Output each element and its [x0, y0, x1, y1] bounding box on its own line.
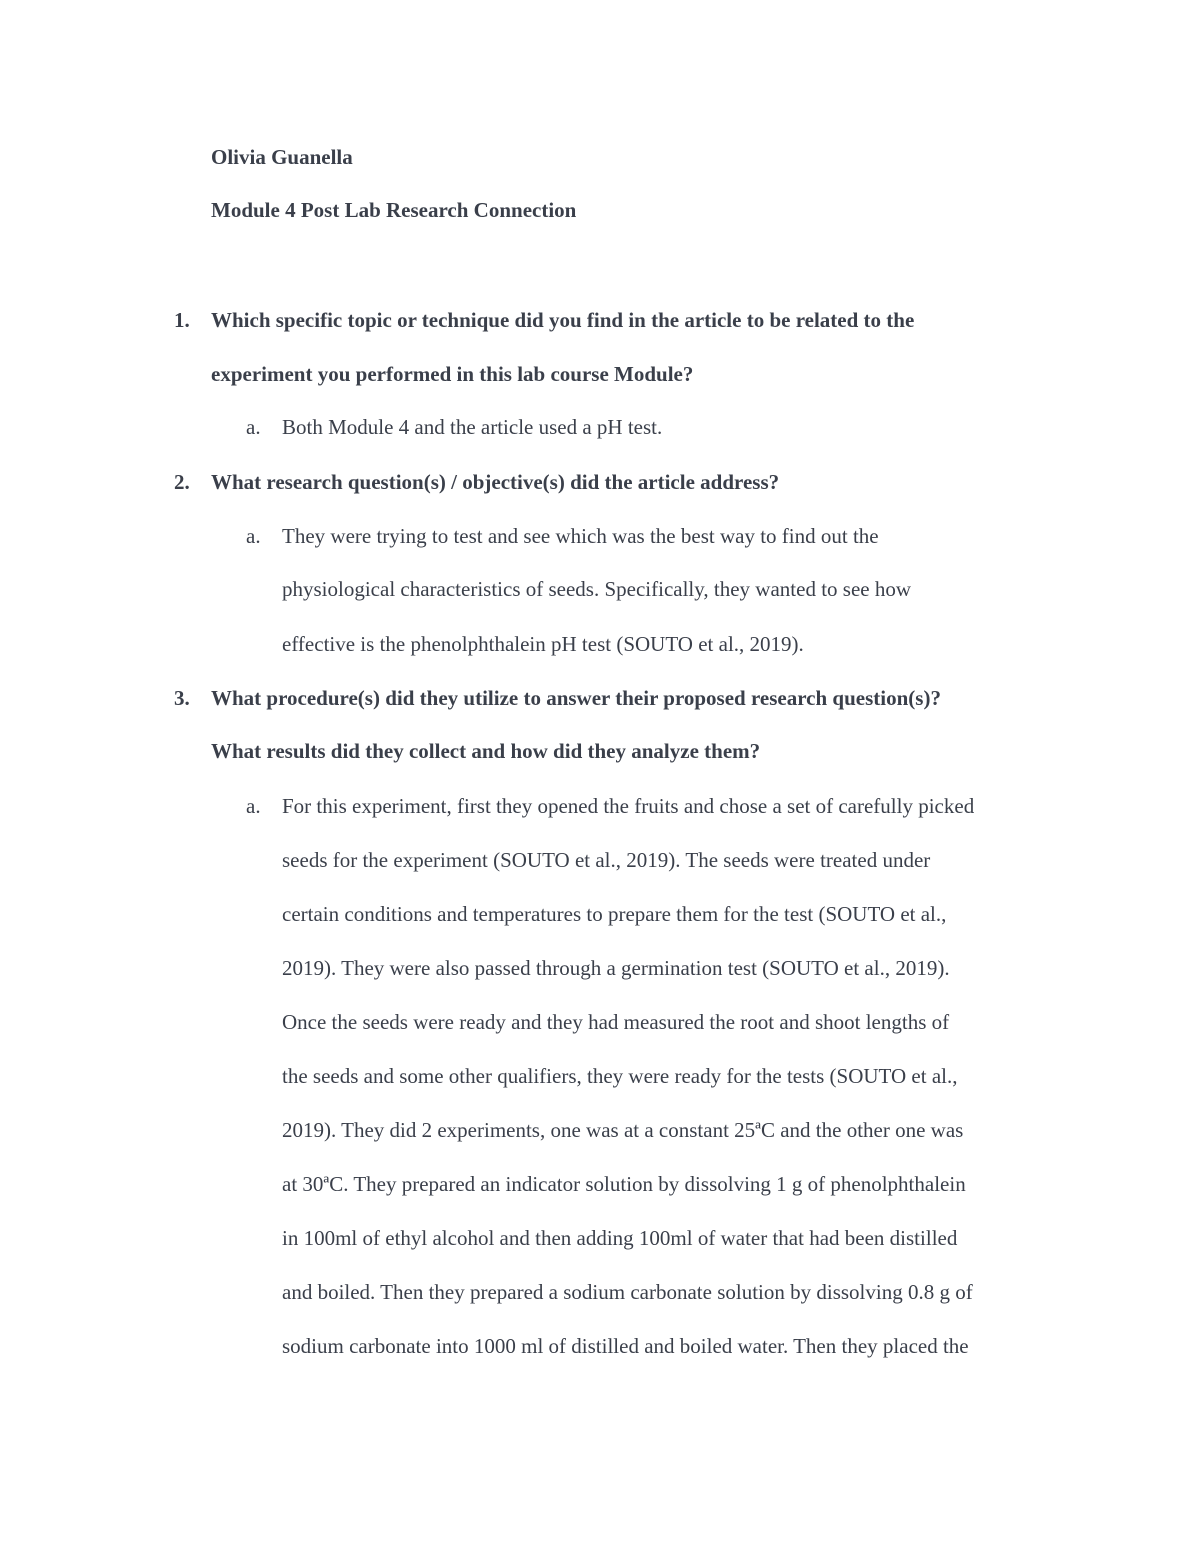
answer-text-line: 2019). They did 2 experiments, one was at a constant 25ªC and the other one was — [282, 1118, 964, 1142]
question-text-line: What procedure(s) did they utilize to answer their proposed research question(s)? — [211, 686, 941, 710]
author-name: Olivia Guanella — [211, 145, 353, 169]
answer-text-line: and boiled. Then they prepared a sodium carbonate solution by dissolving 0.8 g of — [282, 1280, 973, 1304]
question-text-line: experiment you performed in this lab course Module? — [211, 362, 694, 386]
answer-letter: a. — [246, 794, 261, 818]
document-title: Module 4 Post Lab Research Connection — [211, 198, 577, 222]
answer-text-line: effective is the phenolphthalein pH test (SOUTO et al., 2019). — [282, 632, 804, 656]
question-text-line: Which specific topic or technique did you find in the article to be related to the — [211, 308, 915, 332]
answer-text-line: For this experiment, first they opened the fruits and chose a set of carefully picked — [282, 794, 975, 818]
answer-text-line: Both Module 4 and the article used a pH test. — [282, 415, 663, 439]
answer-text-line: sodium carbonate into 1000 ml of distilled and boiled water. Then they placed the — [282, 1334, 969, 1358]
answer-text-line: physiological characteristics of seeds. Specifically, they wanted to see how — [282, 577, 912, 601]
answer-letter: a. — [246, 524, 261, 548]
question-number: 3. — [174, 686, 190, 710]
answer-text-line: Once the seeds were ready and they had measured the root and shoot lengths of — [282, 1010, 950, 1034]
question-number: 1. — [174, 308, 190, 332]
answer-text-line: They were trying to test and see which was the best way to find out the — [282, 524, 879, 548]
answer-letter: a. — [246, 415, 261, 439]
question-number: 2. — [174, 470, 190, 494]
question-text-line: What results did they collect and how did they analyze them? — [211, 739, 761, 763]
answer-text-line: 2019). They were also passed through a germination test (SOUTO et al., 2019). — [282, 956, 950, 980]
answer-text-line: certain conditions and temperatures to prepare them for the test (SOUTO et al., — [282, 902, 947, 926]
answer-text-line: at 30ªC. They prepared an indicator solution by dissolving 1 g of phenolphthalein — [282, 1172, 966, 1196]
answer-text-line: the seeds and some other qualifiers, they were ready for the tests (SOUTO et al., — [282, 1064, 958, 1088]
answer-text-line: seeds for the experiment (SOUTO et al., 2019). The seeds were treated under — [282, 848, 931, 872]
answer-text-line: in 100ml of ethyl alcohol and then adding 100ml of water that had been distilled — [282, 1226, 958, 1250]
question-text-line: What research question(s) / objective(s) did the article address? — [211, 470, 780, 494]
